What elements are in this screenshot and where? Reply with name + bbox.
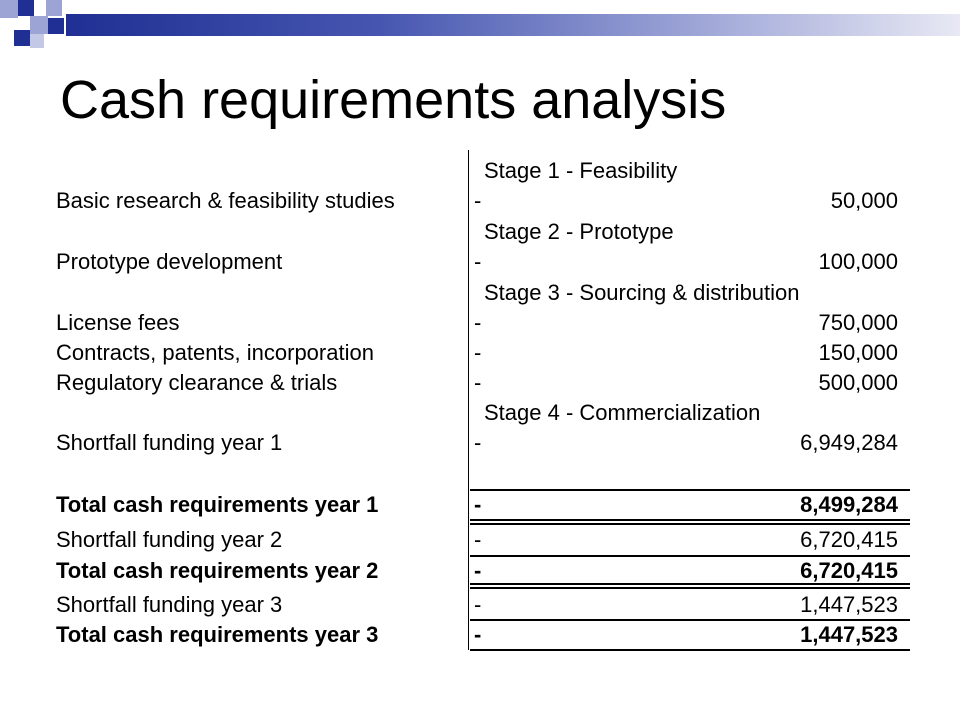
row-dash: - (474, 527, 482, 552)
table-row (0, 428, 960, 458)
total-rule-bottom (470, 583, 910, 585)
slide-title: Cash requirements analysis (60, 70, 727, 130)
row-value: 150,000 (818, 340, 898, 365)
row-dash: - (474, 188, 482, 213)
stage-header-row (0, 278, 960, 308)
row-value: 6,949,284 (800, 430, 898, 455)
total-label: Total cash requirements year 3 (56, 622, 379, 647)
row-label: Prototype development (56, 249, 283, 274)
total-rule-bottom (470, 649, 910, 651)
stage-header-row (0, 156, 960, 186)
row-label: License fees (56, 310, 180, 335)
row-dash: - (474, 249, 482, 274)
table-row (0, 308, 960, 338)
total-value: 8,499,284 (800, 492, 898, 517)
total-label: Total cash requirements year 1 (56, 492, 379, 517)
total-row (0, 556, 960, 586)
row-label: Regulatory clearance & trials (56, 370, 338, 395)
table-row (0, 247, 960, 277)
row-value: 1,447,523 (800, 592, 898, 617)
table-row (0, 368, 960, 398)
stage-4-header: Stage 4 - Commercialization (484, 400, 761, 425)
table-row (0, 525, 960, 555)
stage-header-row (0, 217, 960, 247)
row-dash: - (474, 558, 482, 583)
table-row (0, 186, 960, 216)
row-dash: - (474, 340, 482, 365)
stage-header-row (0, 398, 960, 428)
total-rule-bottom (470, 587, 910, 589)
total-row (0, 620, 960, 650)
total-value: 6,720,415 (800, 558, 898, 583)
row-label: Shortfall funding year 2 (56, 527, 283, 552)
row-dash: - (474, 430, 482, 455)
stage-2-header: Stage 2 - Prototype (484, 219, 674, 244)
row-label: Basic research & feasibility studies (56, 188, 395, 213)
table-row (0, 590, 960, 620)
row-dash: - (474, 310, 482, 335)
row-value: 50,000 (830, 188, 898, 213)
row-value: 100,000 (818, 249, 898, 274)
row-label: Shortfall funding year 1 (56, 430, 283, 455)
row-value: 6,720,415 (800, 527, 898, 552)
stage-3-header: Stage 3 - Sourcing & distribution (484, 280, 800, 305)
row-dash: - (474, 622, 482, 647)
row-value: 500,000 (818, 370, 898, 395)
row-value: 750,000 (818, 310, 898, 335)
total-value: 1,447,523 (800, 622, 898, 647)
row-dash: - (474, 592, 482, 617)
row-label: Shortfall funding year 3 (56, 592, 283, 617)
row-dash: - (474, 370, 482, 395)
total-label: Total cash requirements year 2 (56, 558, 379, 583)
total-rule-bottom (470, 519, 910, 521)
total-row (0, 490, 960, 520)
stage-1-header: Stage 1 - Feasibility (484, 158, 678, 183)
table-row (0, 338, 960, 368)
row-label: Contracts, patents, incorporation (56, 340, 374, 365)
row-dash: - (474, 492, 482, 517)
